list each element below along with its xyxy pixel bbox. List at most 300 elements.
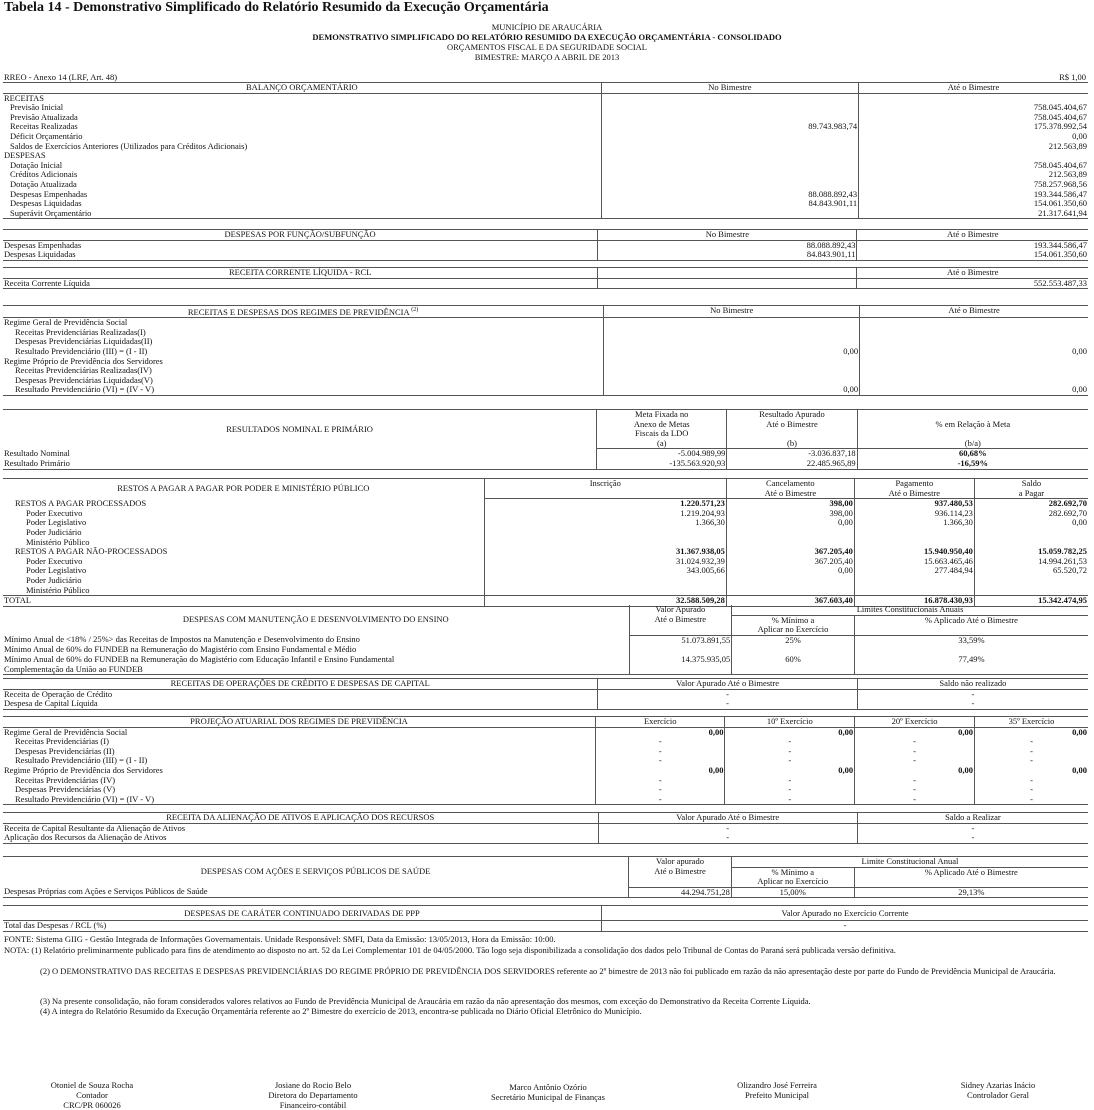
cell-value: 212.563,89	[859, 170, 1088, 180]
row-label: Previsão Atualizada	[10, 111, 78, 122]
saldo-header: Saldo a Realizar	[857, 813, 1088, 824]
cell-value: 21.317.641,94	[859, 209, 1088, 219]
cell-value: -	[975, 785, 1088, 795]
cell-value: 84.843.901,11	[601, 199, 858, 209]
row-label: Resultado Previdenciário (VI) = (IV - V)	[3, 795, 596, 805]
cell-value: 0,00	[726, 566, 854, 576]
resultados-title: RESULTADOS NOMINAL E PRIMÁRIO	[3, 410, 597, 449]
cell-value: 84.843.901,11	[598, 250, 857, 260]
table-row	[3, 586, 1088, 596]
empty-cell	[854, 877, 1088, 887]
footnote-mark: (2)	[411, 307, 419, 313]
cell-value: 32.588.509,28	[484, 596, 726, 607]
cell-value: 31.367.938,05	[484, 547, 726, 557]
cell-value: 0,00	[725, 766, 855, 776]
meta-header: Fiscais da LDO	[597, 429, 727, 439]
row-label: Resultado Previdenciário (III) = (I - II)	[15, 346, 148, 357]
cell-value	[604, 376, 860, 386]
cell-value: 1.219.204,93	[484, 509, 726, 519]
cell-value: 22.485.965,89	[727, 459, 857, 469]
signature-name: Marco Antônio Ozório	[509, 1082, 587, 1092]
cell-value: 0,00	[860, 385, 1088, 395]
row-label: Mínimo Anual de 60% do FUNDEB na Remuneração do Magistério com Educação Infantil e Ensino Fundamental	[4, 653, 395, 664]
table-row	[3, 795, 1088, 805]
percent-header: (b/a)	[857, 439, 1088, 449]
table-row	[3, 199, 1088, 209]
row-label: Aplicação dos Recursos da Alienação de Ativos	[3, 833, 598, 843]
cell-value: 936.114,23	[854, 509, 974, 519]
table-row	[3, 833, 1088, 843]
table-row	[3, 499, 1088, 509]
table-row	[3, 190, 1088, 200]
cell-value	[854, 586, 974, 596]
cell-value: 282.692,70	[974, 509, 1088, 519]
cell-value	[726, 576, 854, 586]
table-row	[3, 921, 1088, 932]
restos-title: RESTOS A PAGAR A PAGAR POR PODER E MINISTÉRIO PÚBLICO	[3, 479, 484, 499]
credito-table	[3, 678, 1088, 710]
row-label: Mínimo Anual de 60% do FUNDEB na Remuneração do Magistério com Ensino Fundamental e Médio	[4, 644, 357, 655]
cell-value: -	[725, 737, 855, 747]
atuarial-table	[3, 716, 1088, 805]
cell-value: 0,00	[855, 766, 975, 776]
cell-value: -	[855, 785, 975, 795]
cell-value: -16,59%	[857, 459, 1088, 469]
cell-value	[732, 665, 855, 675]
previdencia-body	[3, 318, 1088, 396]
credito-header	[3, 679, 1088, 690]
table-row	[3, 756, 1088, 766]
row-label: Despesas Empenhadas	[10, 188, 88, 199]
cell-value: 1.366,30	[854, 518, 974, 528]
cell-value: 14.994.261,53	[974, 557, 1088, 567]
table-row	[3, 161, 1088, 171]
empty-cell	[629, 877, 732, 887]
col-no-bimestre: No Bimestre	[601, 83, 858, 94]
cell-value	[601, 132, 858, 142]
signature-role: Diretora do Departamento	[268, 1090, 358, 1100]
minimo-header: Aplicar no Exercício	[732, 625, 855, 635]
table-row	[3, 170, 1088, 180]
cell-value: -	[725, 795, 855, 805]
cell-value: -	[598, 689, 857, 699]
previdencia-title-cell	[3, 306, 604, 318]
row-label: Despesas Liquidadas	[10, 198, 82, 209]
row-label: Déficit Orçamentário	[10, 130, 83, 141]
row-label: Receitas Previdenciárias (I)	[15, 736, 109, 747]
funcao-title: DESPESAS POR FUNÇÃO/SUBFUNÇÃO	[3, 230, 598, 241]
percent-header: % em Relação à Meta	[857, 420, 1088, 430]
limites-header: Limites Constitucionais Anuais	[732, 605, 1088, 615]
row-label: RESTOS A PAGAR PROCESSADOS	[15, 497, 147, 508]
cell-value: 282.692,70	[974, 499, 1088, 509]
table-row	[3, 122, 1088, 132]
row-label: Resultado Previdenciário (VI) = (IV - V)	[3, 385, 604, 395]
cell-value	[974, 576, 1088, 586]
apurado-header: (b)	[727, 439, 857, 449]
alienacao-header	[3, 813, 1088, 824]
cell-value: -	[975, 737, 1088, 747]
valor-apurado-header: Valor Apurado Até o Bimestre	[598, 679, 857, 690]
row-label: Dotação Atualizada	[10, 178, 77, 189]
table-row	[3, 459, 1088, 469]
funcao-table	[3, 229, 1088, 261]
saldo-header: Saldo	[974, 479, 1088, 489]
ppp-title: DESPESAS DE CARÁTER CONTINUADO DERIVADAS DE PPP	[3, 906, 602, 921]
credito-body	[3, 689, 1088, 709]
atuarial-title: PROJEÇÃO ATUARIAL DOS REGIMES DE PREVIDÊNCIA	[3, 717, 596, 728]
apurado-header: Resultado Apurado	[727, 410, 857, 420]
empty-cell	[484, 489, 726, 499]
row-label: RESTOS A PAGAR NÃO-PROCESSADOS	[15, 546, 168, 557]
signature-controlador	[918, 1080, 1078, 1100]
funcao-header	[3, 230, 1088, 241]
col-ate-bimestre: Até o Bimestre	[857, 268, 1088, 279]
resultados-header	[3, 410, 1088, 420]
nota-4: (4) A integra do Relatório Resumido da Execução Orçamentária referente ao 2º Bimestre do exercício de 2013, encontra-se publicada no Diário Oficial Eletrônico do Município.	[40, 1006, 642, 1016]
signature-diretora	[233, 1080, 393, 1110]
cell-value: 0,00	[604, 347, 860, 357]
cell-value: -	[975, 756, 1088, 766]
cell-value: 367.205,40	[726, 557, 854, 567]
funcao-body	[3, 240, 1088, 260]
orcamentos: ORÇAMENTOS FISCAL E DA SEGURIDADE SOCIAL	[446, 42, 647, 52]
previdencia-header	[3, 306, 1088, 318]
cell-value: -	[596, 776, 725, 786]
inscricao-header: Inscrição	[484, 479, 726, 489]
cell-value: 60%	[732, 655, 855, 665]
cell-value: -	[855, 776, 975, 786]
cell-value	[860, 357, 1088, 367]
minimo-header: % Mínimo a	[732, 615, 855, 625]
exercicio10-header: 10º Exercício	[725, 717, 855, 728]
anexo-label: RREO - Anexo 14 (LRF, Art. 48)	[4, 72, 118, 82]
cell-value: 15.663.465,46	[854, 557, 974, 567]
cell-value: 758.257.968,56	[859, 180, 1088, 190]
table-row	[3, 737, 1088, 747]
cell-value: 31.024.932,39	[484, 557, 726, 567]
cell-value	[974, 528, 1088, 538]
signature-name: Olizandro José Ferreira	[737, 1080, 817, 1090]
balanco-body	[3, 93, 1088, 219]
table-row	[3, 357, 1088, 367]
cell-value: 16.878.430,93	[854, 596, 974, 607]
nota-3: (3) Na presente consolidação, não foram considerados valores relativos ao Fundo de Previdência Municipal de Araucária em razão da não apresentação dos mesmos, com exceção do Demonstrativo da Receita Corrente Líquida.	[40, 996, 811, 1006]
cancelamento-header: Até o Bimestre	[726, 489, 854, 499]
row-label: Regime Geral de Previdência Social	[4, 726, 128, 737]
row-label: Regime Próprio de Previdência dos Servidores	[4, 764, 163, 775]
valor-apurado-header: Valor Apurado Até o Bimestre	[598, 813, 857, 824]
row-label: Despesas Previdenciárias (II)	[15, 745, 115, 756]
row-label: DESPESAS	[4, 150, 46, 161]
meta-header: Anexo de Metas	[597, 420, 727, 430]
table-row	[3, 337, 1088, 347]
cell-value	[854, 528, 974, 538]
cell-value	[604, 366, 860, 376]
demonstrativo-title: DEMONSTRATIVO SIMPLIFICADO DO RELATÓRIO RESUMIDO DA EXECUÇÃO ORÇAMENTÁRIA - CONSOLIDADO	[312, 32, 782, 42]
row-label: Despesas Próprias com Ações e Serviços Públicos de Saúde	[3, 887, 629, 898]
rcl-label: Receita Corrente Líquida	[3, 278, 598, 289]
empty-cell	[598, 278, 857, 289]
valor-apurado-header: Até o Bimestre	[629, 615, 732, 625]
cell-value: 758.045.404,67	[859, 103, 1088, 113]
empty-cell	[629, 625, 732, 635]
exercicio-header: Exercício	[596, 717, 725, 728]
rcl-table	[3, 267, 1088, 289]
signature-role: Secretário Municipal de Finanças	[490, 1092, 605, 1102]
cell-value: 0,00	[855, 727, 975, 737]
row-label: Despesa de Capital Líquida	[3, 699, 598, 709]
aplicado-header: % Aplicado Até o Bimestre	[854, 867, 1088, 877]
cell-value: 277.484,94	[854, 566, 974, 576]
col-ate-bimestre: Até o Bimestre	[857, 230, 1088, 241]
row-label: Poder Judiciário	[26, 526, 82, 537]
col-no-bimestre: No Bimestre	[604, 306, 860, 318]
table-row	[3, 785, 1088, 795]
row-label: Regime Geral de Previdência Social	[4, 317, 128, 328]
row-label: Poder Executivo	[26, 507, 83, 518]
cell-value	[604, 328, 860, 338]
balanco-header	[3, 83, 1088, 94]
row-label: Receitas Realizadas	[10, 121, 78, 132]
nota-1: NOTA: (1) Relatório preliminarmente publicado para fins de atendimento ao disposto no art. 52 da Lei Complementar 101 de 04/05/2000. Tão logo seja disponibilizada a consolidação dos dados pelo Tribunal de Contas do Paraná será publicada versão definitiva.	[4, 945, 896, 955]
cell-value: 937.480,53	[854, 499, 974, 509]
table-row	[3, 727, 1088, 737]
cell-value: -	[596, 785, 725, 795]
exercicio35-header: 35º Exercício	[975, 717, 1088, 728]
row-label: Superávit Orçamentário	[3, 209, 601, 219]
valor-apurado-header: Valor Apurado	[629, 605, 732, 615]
row-label: Créditos Adicionais	[10, 169, 78, 180]
nota-2: (2) O DEMONSTRATIVO DAS RECEITAS E DESPESAS PREVIDENCIÁRIAS DO REGIME PRÓPRIO DE PREVIDÊNCIA DOS SERVIDORES referente ao 2º bimestre de 2013 não foi publicado em razão da não apresentação deste por parte do Fundo de Previdência Municipal de Araucária.	[40, 966, 1056, 976]
table-row	[3, 151, 1088, 161]
row-label: Receitas Previdenciárias (IV)	[15, 774, 116, 785]
table-row	[3, 93, 1088, 103]
cell-value	[860, 376, 1088, 386]
cell-value	[604, 357, 860, 367]
row-label: Poder Judiciário	[26, 574, 82, 585]
mde-table	[3, 605, 1088, 675]
mde-body	[3, 635, 1088, 674]
signature-extra: CRC/PR 060026	[63, 1100, 121, 1110]
cell-value	[601, 151, 858, 161]
saude-table	[3, 856, 1088, 898]
cell-value: 88.088.892,43	[601, 190, 858, 200]
cell-value	[726, 586, 854, 596]
cell-value: -	[857, 689, 1088, 699]
table-row	[3, 209, 1088, 219]
cell-value	[601, 103, 858, 113]
cell-value	[601, 142, 858, 152]
valor-apurado-header: Valor apurado	[629, 857, 732, 868]
exercicio20-header: 20º Exercício	[855, 717, 975, 728]
cell-value: -	[602, 921, 1089, 932]
cell-value: 0,00	[725, 727, 855, 737]
col-ate-bimestre: Até o Bimestre	[859, 83, 1088, 94]
saldo-header: a Pagar	[974, 489, 1088, 499]
table-row	[3, 776, 1088, 786]
table-row	[3, 689, 1088, 699]
cell-value: 0,00	[726, 518, 854, 528]
signature-name: Otoniel de Souza Rocha	[50, 1080, 134, 1090]
row-label: Receita de Capital Resultante da Alienação de Ativos	[4, 822, 186, 833]
cell-value: 29,13%	[854, 887, 1088, 898]
cell-value	[860, 328, 1088, 338]
signature-name: Sidney Azarias Inácio	[960, 1080, 1036, 1090]
table-row	[3, 655, 1088, 665]
row-label: Receitas Previdenciárias Realizadas(I)	[15, 326, 146, 337]
cell-value: 0,00	[975, 727, 1088, 737]
table-row	[3, 528, 1088, 538]
cell-value	[629, 665, 732, 675]
cell-value: 343.005,66	[484, 566, 726, 576]
cell-value: -	[975, 776, 1088, 786]
signature-role: Prefeito Municipal	[745, 1090, 809, 1100]
valor-apurado-header: Valor Apurado no Exercício Corrente	[602, 906, 1089, 921]
signature-name: Josiane do Rocio Belo	[274, 1080, 352, 1090]
cell-value	[974, 586, 1088, 596]
cell-value: 88.088.892,43	[598, 240, 857, 250]
saude-header	[3, 857, 1088, 868]
cell-value: 15.940.950,40	[854, 547, 974, 557]
table-row	[3, 509, 1088, 519]
saldo-header: Saldo não realizado	[857, 679, 1088, 690]
cell-value: 0,00	[596, 766, 725, 776]
cell-value: 33,59%	[854, 635, 1088, 645]
cell-value: -	[596, 795, 725, 805]
meta-header: (a)	[597, 439, 727, 449]
limite-header: Limite Constitucional Anual	[731, 857, 1088, 868]
previdencia-table	[3, 305, 1088, 396]
cell-value: 0,00	[975, 766, 1088, 776]
cell-value: 398,00	[726, 509, 854, 519]
cell-value: 193.344.586,47	[859, 190, 1088, 200]
signature-role: Contador	[76, 1090, 108, 1100]
cell-value: 60,68%	[857, 449, 1088, 459]
cell-value	[601, 209, 858, 219]
resultados-body	[3, 449, 1088, 469]
cell-value: -	[725, 756, 855, 766]
cell-value	[726, 528, 854, 538]
cell-value: 51.073.891,55	[629, 635, 732, 645]
cell-value: -	[596, 737, 725, 747]
row-label: Regime Próprio de Previdência dos Servidores	[4, 355, 163, 366]
signature-extra: Financeiro-contábil	[279, 1100, 347, 1110]
cell-value: -	[598, 833, 857, 843]
row-label: Previsão Inicial	[10, 102, 64, 113]
cell-value: 77,49%	[854, 655, 1088, 665]
cell-value: -	[596, 747, 725, 757]
row-label: Resultado Previdenciário (III) = (I - II)	[15, 755, 148, 766]
cell-value: -	[975, 747, 1088, 757]
cell-value	[601, 161, 858, 171]
cell-value	[854, 576, 974, 586]
cell-value	[604, 318, 860, 328]
cell-value: -	[855, 747, 975, 757]
row-label: Poder Legislativo	[26, 565, 87, 576]
table-row	[3, 240, 1088, 250]
row-label: TOTAL	[3, 596, 484, 607]
cell-value	[860, 366, 1088, 376]
cell-value	[484, 576, 726, 586]
fonte-note: FONTE: Sistema GIIG - Gestão Integrada de Informações Governamentais. Unidade Responsável: SMFI, Data da Emissão: 13/05/2013, Hora da Emissão: 10:00.	[4, 934, 556, 944]
table-row	[3, 518, 1088, 528]
table-row	[3, 665, 1088, 675]
empty-cell	[854, 625, 1088, 635]
apurado-header: Até o Bimestre	[727, 420, 857, 430]
cell-value: 398,00	[726, 499, 854, 509]
cell-value: -	[857, 699, 1088, 709]
rcl-title: RECEITA CORRENTE LÍQUIDA - RCL	[3, 268, 598, 279]
pagamento-header: Até o Bimestre	[854, 489, 974, 499]
row-label: Mínimo Anual de <18% / 25%> das Receitas de Impostos na Manutenção e Desenvolvimento do Ensino	[4, 634, 360, 645]
cell-value: 758.045.404,67	[859, 113, 1088, 123]
saude-title: DESPESAS COM AÇÕES E SERVIÇOS PÚBLICOS DE SAÚDE	[3, 857, 629, 888]
row-label: Ministério Público	[26, 536, 90, 547]
cell-value: -	[857, 823, 1088, 833]
meta-header: Meta Fixada no	[597, 410, 727, 420]
pagamento-header: Pagamento	[854, 479, 974, 489]
cancelamento-header: Cancelamento	[726, 479, 854, 489]
cell-value: 1.366,30	[484, 518, 726, 528]
cell-value: -	[975, 795, 1088, 805]
cell-value: -	[725, 747, 855, 757]
cell-value: -	[598, 699, 857, 709]
balanco-title: BALANÇO ORÇAMENTÁRIO	[3, 83, 601, 94]
cell-value	[601, 170, 858, 180]
cell-value: -	[725, 776, 855, 786]
restos-table	[3, 478, 1088, 607]
restos-body	[3, 499, 1088, 607]
table-row	[3, 180, 1088, 190]
minimo-header: Aplicar no Exercício	[731, 877, 854, 887]
cell-value: 15,00%	[731, 887, 854, 898]
table-row	[3, 250, 1088, 260]
cell-value: 367.603,40	[726, 596, 854, 607]
cell-value: 15.059.782,25	[974, 547, 1088, 557]
balanco-table	[3, 82, 1088, 219]
table-row	[3, 376, 1088, 386]
cell-value: -3.036.837,18	[727, 449, 857, 459]
rcl-header	[3, 268, 1088, 279]
minimo-header: % Mínimo a	[731, 867, 854, 877]
cell-value: 0,00	[604, 385, 860, 395]
bimestre: BIMESTRE: MARÇO A ABRIL DE 2013	[474, 52, 620, 62]
table-row	[3, 576, 1088, 586]
cell-value: 758.045.404,67	[859, 161, 1088, 171]
cell-value	[484, 586, 726, 596]
cell-value: 212.563,89	[859, 142, 1088, 152]
table-row	[3, 318, 1088, 328]
page-title: Tabela 14 - Demonstrativo Simplificado do Relatório Resumido da Execução Orçamentária	[4, 0, 549, 15]
cell-value: 1.220.571,23	[484, 499, 726, 509]
cell-value: 0,00	[596, 727, 725, 737]
cell-value: 14.375.935,05	[629, 655, 732, 665]
cell-value: -	[855, 737, 975, 747]
ppp-table	[3, 905, 1088, 932]
cell-value: 25%	[732, 635, 855, 645]
table-row	[3, 747, 1088, 757]
table-row	[3, 113, 1088, 123]
credito-title: RECEITAS DE OPERAÇÕES DE CRÉDITO E DESPESAS DE CAPITAL	[3, 679, 598, 690]
table-row	[3, 142, 1088, 152]
col-ate-bimestre: Até o Bimestre	[860, 306, 1088, 318]
table-row	[3, 449, 1088, 459]
currency-label: R$ 1,00	[1059, 72, 1086, 82]
row-label: Despesas Previdenciárias (V)	[15, 784, 116, 795]
alienacao-table	[3, 812, 1088, 844]
table-row	[3, 699, 1088, 709]
